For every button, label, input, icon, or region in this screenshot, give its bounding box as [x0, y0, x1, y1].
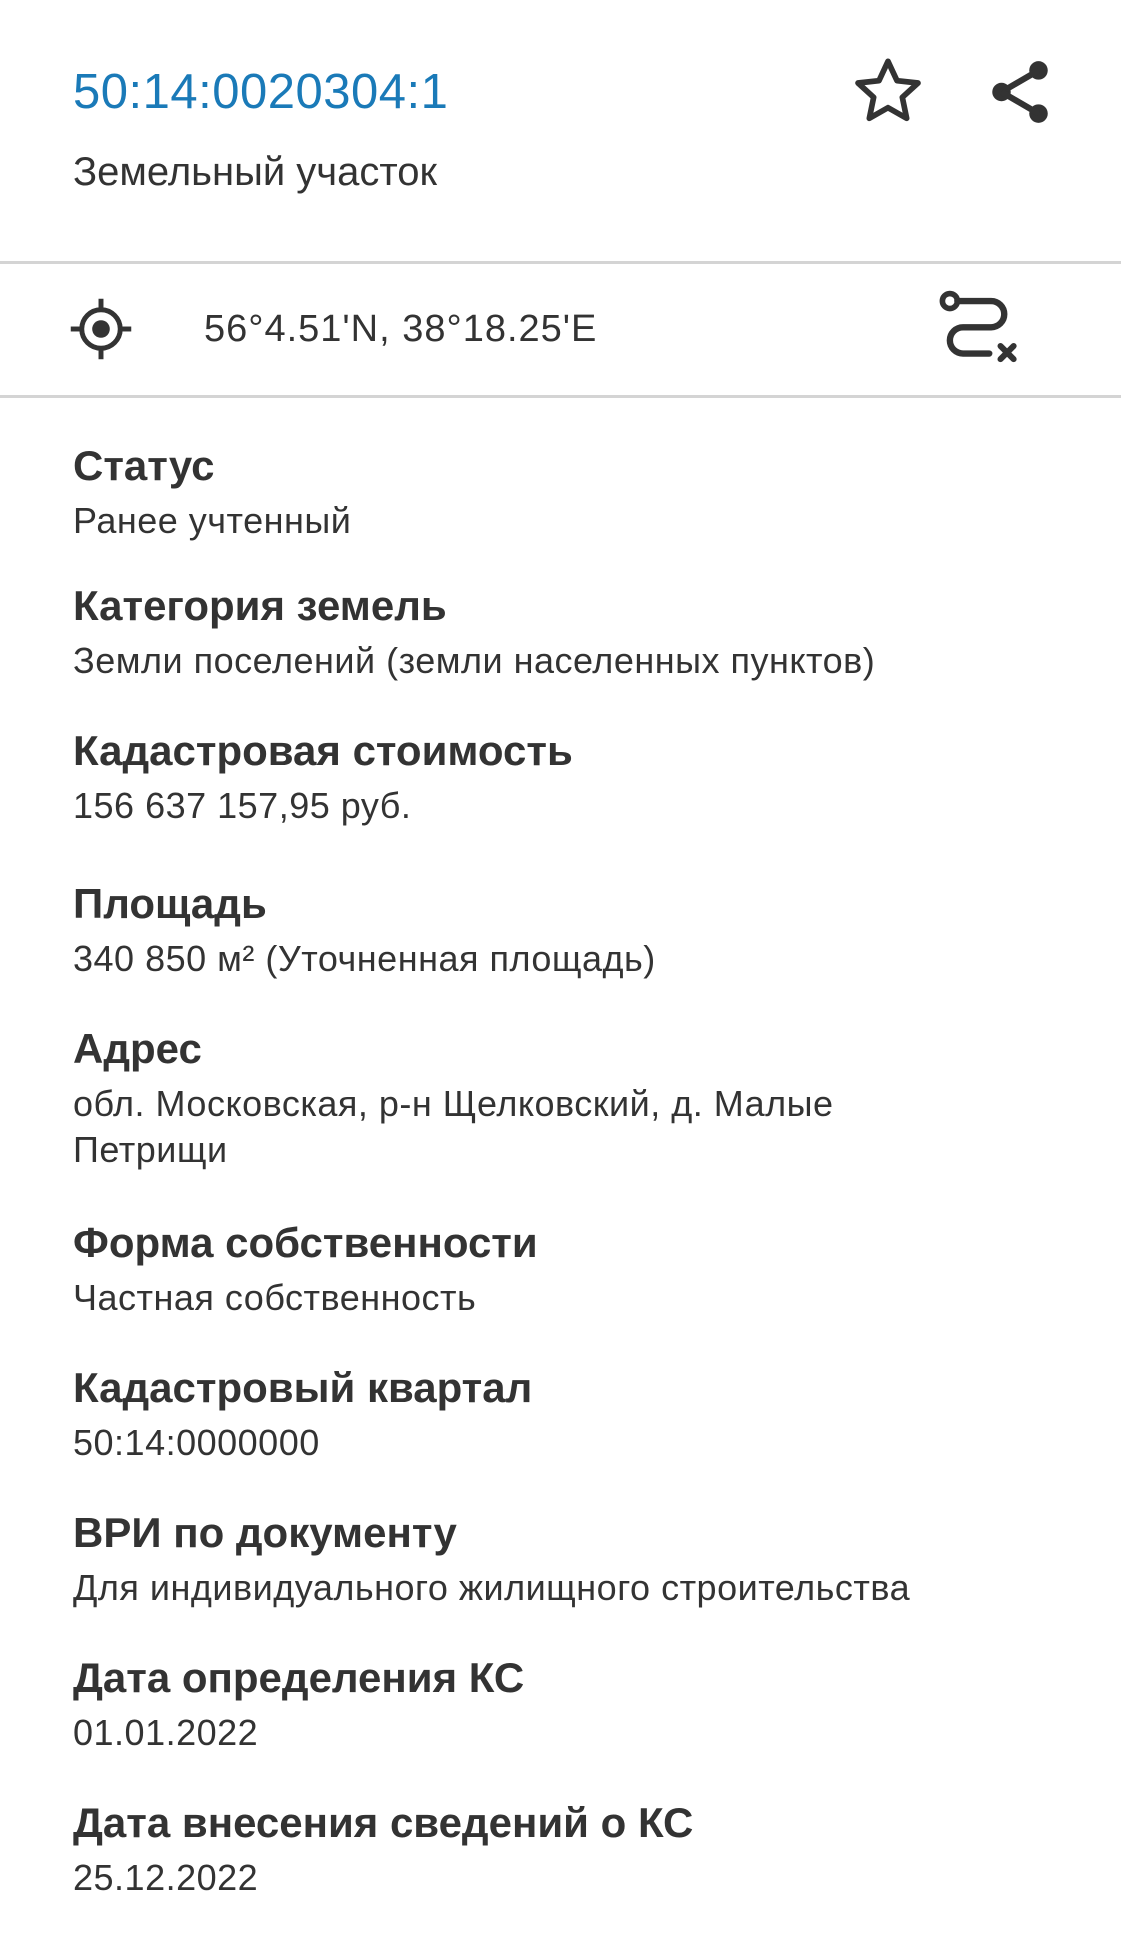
property-value: 156 637 157,95 руб.: [73, 785, 412, 826]
property-entry-date: [73, 1797, 1073, 1901]
star-icon: [848, 52, 928, 132]
property-label: Дата определения КС: [73, 1654, 525, 1701]
route-clear-icon: [933, 286, 1023, 376]
property-label: Площадь: [73, 880, 267, 927]
property-label: Статус: [73, 442, 215, 489]
route-button[interactable]: [933, 286, 1023, 376]
property-address: [73, 1023, 1073, 1173]
property-value: 340 850 м² (Уточненная площадь): [73, 938, 656, 979]
property-land-category: [73, 580, 1073, 684]
property-label: Категория земель: [73, 582, 447, 629]
property-label: Кадастровый квартал: [73, 1364, 533, 1411]
property-ownership-form: [73, 1217, 1073, 1321]
share-icon: [983, 55, 1057, 129]
property-value: 01.01.2022: [73, 1712, 259, 1753]
cadastral-number[interactable]: 50:14:0020304:1: [73, 65, 449, 119]
property-area: [73, 878, 1073, 982]
property-label: ВРИ по документу: [73, 1509, 457, 1556]
property-value: Ранее учтенный: [73, 500, 352, 541]
property-cadastral-quarter: [73, 1362, 1073, 1466]
property-value: Частная собственность: [73, 1277, 477, 1318]
target-icon: [68, 296, 134, 362]
property-label: Форма собственности: [73, 1219, 538, 1266]
property-value: 50:14:0000000: [73, 1422, 320, 1463]
share-button[interactable]: [975, 47, 1065, 137]
property-value: 25.12.2022: [73, 1857, 259, 1898]
property-label: Кадастровая стоимость: [73, 727, 573, 774]
locate-button[interactable]: [68, 296, 134, 362]
object-header: [0, 0, 1121, 264]
property-label: Адрес: [73, 1025, 202, 1072]
coordinates-bar: [0, 264, 1121, 398]
property-value: Для индивидуального жилищного строительства: [73, 1567, 911, 1608]
property-value: обл. Московская, р-н Щелковский, д. Малые Петрищи: [73, 1083, 834, 1170]
coordinates-text[interactable]: 56°4.51'N, 38°18.25'E: [204, 308, 598, 350]
favorite-button[interactable]: [843, 47, 933, 137]
property-valuation-date: [73, 1652, 1073, 1756]
property-value: Земли поселений (земли населенных пунктов): [73, 640, 876, 681]
property-permitted-use: [73, 1507, 1073, 1611]
property-status: [73, 440, 1073, 544]
property-cadastral-value: [73, 725, 1073, 829]
object-type: Земельный участок: [73, 150, 438, 194]
property-label: Дата внесения сведений о КС: [73, 1799, 694, 1846]
